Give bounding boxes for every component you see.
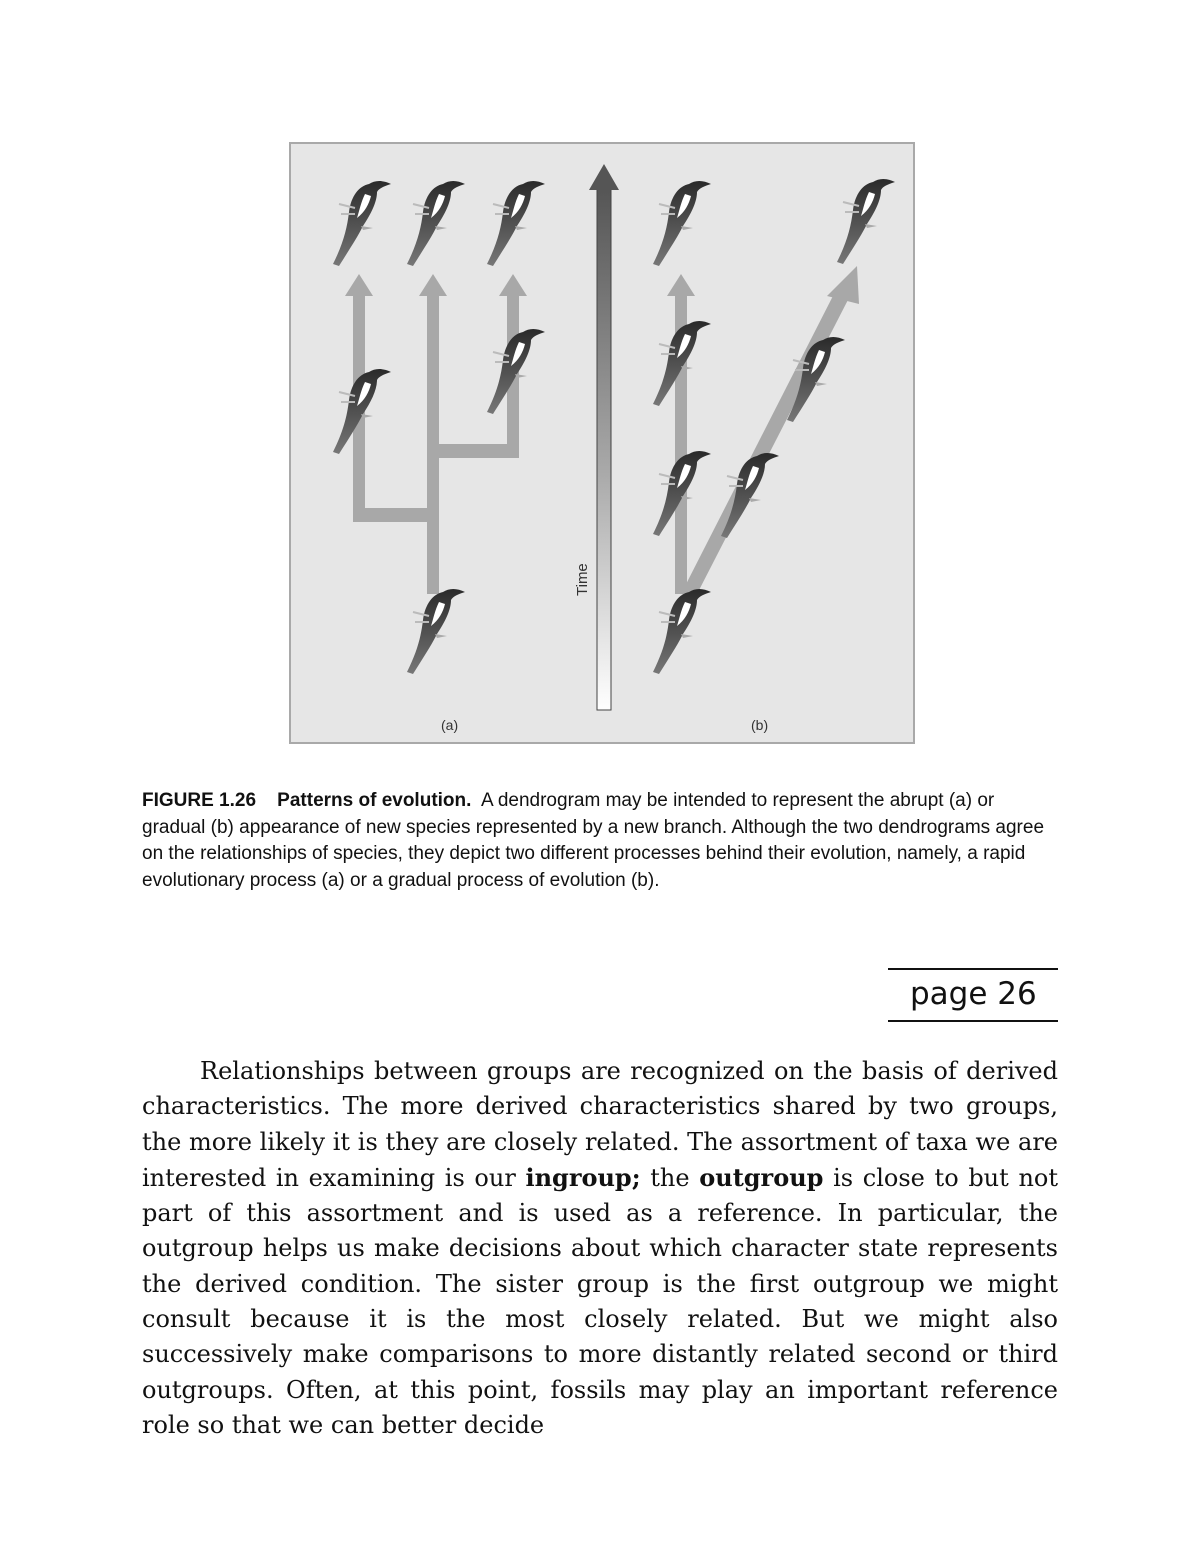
panel-b-label: (b) (751, 717, 769, 733)
figure-illustration (291, 144, 913, 742)
body-paragraph (142, 1054, 1058, 1443)
page-number: page 26 (910, 976, 1037, 1012)
bird-icons (333, 179, 895, 674)
evolution-figure (289, 142, 915, 744)
figure-caption (142, 788, 1062, 894)
body-seg-2: the (640, 1163, 700, 1192)
time-arrow (589, 164, 619, 710)
body-seg-3: is close to but not part of this assortment and is used as a reference. In particular, the outgroup helps us make decisions about which character state represents the derived condition. The sister group is the first outgroup we might consult because it is the most closely related. But we might also successively make comparisons to more distantly related second or third outgroups. Often, at this point, fossils may play an important reference role so that we can better decide (142, 1163, 1058, 1439)
time-axis-label: Time (574, 563, 591, 596)
figure-number: FIGURE 1.26 (142, 790, 257, 811)
dendrogram-b (667, 266, 859, 596)
term-ingroup: ingroup; (525, 1162, 641, 1192)
body-seg-1: Relationships between groups are recognized on the basis of derived characteristics. The more derived characteristics shared by two groups, the more likely it is they are closely related. The assortment of taxa we are interested in examining is our (142, 1057, 1058, 1192)
dendrogram-a (345, 274, 527, 594)
body-text (142, 1054, 1058, 1443)
panel-a-label: (a) (441, 717, 459, 733)
figure-title: Patterns of evolution. (277, 790, 472, 811)
term-outgroup: outgroup (699, 1162, 824, 1192)
caption-text: A dendrogram may be intended to represent the abrupt (a) or gradual (b) appearance of new species represented by a new branch. Although the two dendrograms agree on the relationships of species, they depict two different processes behind their evolution, namely, a rapid evolutionary process (a) or a gradual process of evolution (b). (142, 790, 1045, 891)
page-number-block (888, 968, 1058, 1022)
